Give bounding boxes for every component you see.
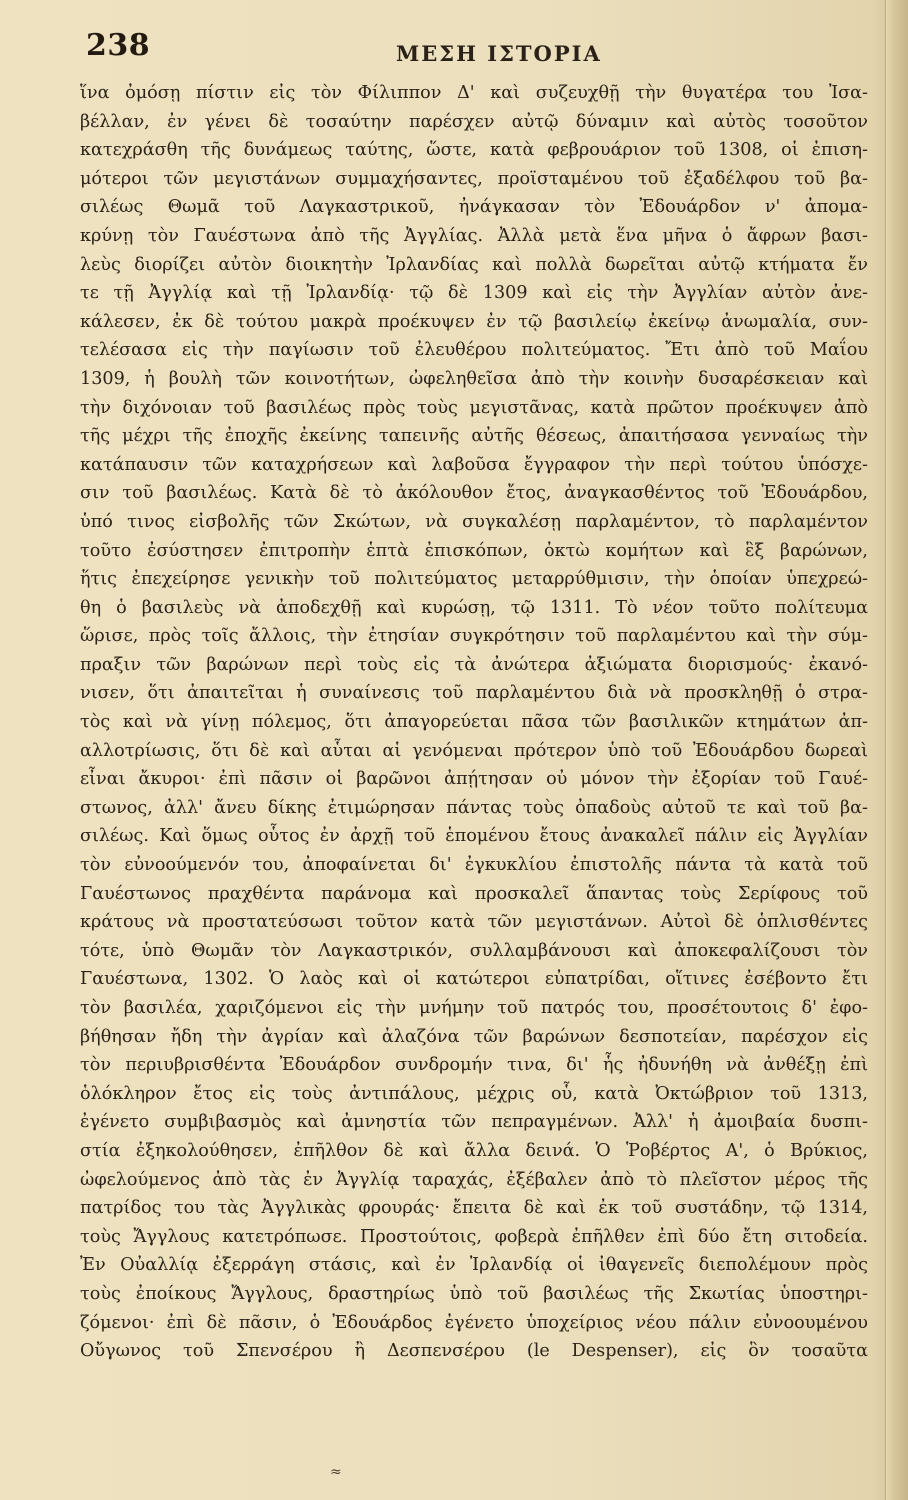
text-line: ὥρισε, πρὸς τοῖς ἄλλοις, τὴν ἐτησίαν συγκρότησιν τοῦ παρλαμέντου καὶ τὴν σύμ-	[80, 626, 868, 647]
text-line: Ἐν Οὐαλλίᾳ ἐξερράγη στάσις, καὶ ἐν Ἰρλανδίᾳ οἱ ἰθαγενεῖς διεπολέμουν πρὸς	[80, 1255, 868, 1276]
text-line: τὴν διχόνοιαν τοῦ βασιλέως πρὸς τοὺς μεγιστᾶνας, κατὰ πρῶτον προέκυψεν ἀπὸ	[80, 397, 868, 418]
text-line: τὸν βασιλέα, χαριζόμενοι εἰς τὴν μνήμην τοῦ πατρός του, προσέτουτοις δ' ἐφο-	[80, 998, 868, 1018]
page-header	[0, 28, 886, 68]
text-line: Γαυέστωνος πραχθέντα παράνομα καὶ προσκαλεῖ ἅπαντας τοὺς Σερίφους τοῦ	[80, 883, 868, 904]
text-line: πραξιν τῶν βαρώνων περὶ τοὺς εἰς τὰ ἀνώτερα ἀξιώματα διορισμούς· ἐκανό-	[80, 654, 868, 675]
text-line: θη ὁ βασιλεὺς νὰ ἀποδεχθῇ καὶ κυρώσῃ, τῷ 1311. Τὸ νέον τοῦτο πολίτευμα	[80, 597, 868, 618]
text-line: βέλλαν, ἐν γένει δὲ τοσαύτην παρέσχεν αὐτῷ δύναμιν καὶ αὐτὸς τοσοῦτον	[80, 111, 868, 132]
text-line: ἥτις ἐπεχείρησε γενικὴν τοῦ πολιτεύματος μεταρρύθμισιν, τὴν ὁποίαν ὑπεχρεώ-	[80, 569, 868, 590]
text-line: κατάπαυσιν τῶν καταχρήσεων καὶ λαβοῦσα ἔγγραφον τὴν περὶ τούτου ὑπόσχε-	[80, 454, 868, 475]
text-line: τὸν περιυβρισθέντα Ἐδουάρδον συνδρομήν τινα, δι' ἧς ἠδυνήθη νὰ ἀνθέξῃ ἐπὶ	[80, 1055, 868, 1076]
text-line: στία ἐξηκολούθησεν, ἐπῆλθον δὲ καὶ ἄλλα δεινά. Ὁ Ῥοβέρτος Α', ὁ Βρύκιος,	[80, 1140, 868, 1161]
body-text	[80, 79, 868, 1366]
text-line: ἐγένετο συμβιβασμὸς καὶ ἀμνηστία τῶν πεπραγμένων. Ἀλλ' ἡ ἀμοιβαία δυσπι-	[80, 1112, 868, 1133]
text-line: ὠφελούμενος ἀπὸ τὰς ἐν Ἀγγλίᾳ ταραχάς, ἐξέβαλεν ἀπὸ τὸ πλεῖστον μέρος τῆς	[80, 1169, 868, 1190]
text-line: στωνος, ἀλλ' ἄνευ δίκης ἐτιμώρησαν πάντας τοὺς ὀπαδοὺς αὐτοῦ τε καὶ τοῦ βα-	[80, 797, 868, 818]
running-title: ΜΕΣΗ ΙΣΤΟΡΙΑ	[396, 41, 602, 66]
text-line: αλλοτρίωσις, ὅτι δὲ καὶ αὗται αἱ γενόμεναι πρότερον ὑπὸ τοῦ Ἐδουάρδου δωρεαὶ	[80, 740, 868, 761]
text-line: τε τῇ Ἀγγλίᾳ καὶ τῇ Ἰρλανδίᾳ· τῷ δὲ 1309 καὶ εἰς τὴν Ἀγγλίαν αὐτὸν ἀνε-	[80, 283, 868, 304]
text-line: νισεν, ὅτι ἀπαιτεῖται ἡ συναίνεσις τοῦ παρλαμέντου διὰ νὰ προσκληθῇ ὁ στρα-	[80, 683, 868, 704]
text-line: κρύνῃ τὸν Γαυέστωνα ἀπὸ τῆς Ἀγγλίας. Ἀλλὰ μετὰ ἕνα μῆνα ὁ ἄφρων βασι-	[80, 225, 868, 246]
text-line: τὸν εὐνοούμενόν του, ἀποφαίνεται δι' ἐγκυκλίου ἐπιστολῆς πάντα τὰ κατὰ τοῦ	[80, 855, 868, 876]
footer-mark: ≈	[330, 1464, 343, 1480]
text-line: 1309, ἡ βουλὴ τῶν κοινοτήτων, ὠφεληθεῖσα ἀπὸ τὴν κοινὴν δυσαρέσκειαν καὶ	[80, 368, 868, 389]
text-line: σιν τοῦ βασιλέως. Κατὰ δὲ τὸ ἀκόλουθον ἔτος, ἀναγκασθέντος τοῦ Ἐδουάρδου,	[80, 483, 868, 504]
text-line: ὑπό τινος εἰσβολῆς τῶν Σκώτων, νὰ συγκαλέσῃ παρλαμέντον, τὸ παρλαμέντον	[80, 511, 868, 532]
text-line: μότεροι τῶν μεγιστάνων συμμαχήσαντες, προϊσταμένου τοῦ ἐξαδέλφου τοῦ βα-	[80, 168, 868, 189]
text-line: τότε, ὑπὸ Θωμᾶν τὸν Λαγκαστρικόν, συλλαμβάνουσι καὶ ἀποκεφαλίζουσι τὸν	[80, 940, 868, 961]
text-line: ὁλόκληρον ἔτος εἰς τοὺς ἀντιπάλους, μέχρις οὗ, κατὰ Ὀκτώβριον τοῦ 1313,	[80, 1083, 868, 1104]
text-line: κατεχράσθη τῆς δυνάμεως ταύτης, ὥστε, κατὰ φεβρουάριον τοῦ 1308, οἱ ἐπιση-	[80, 140, 868, 161]
text-line: τοὺς ἐποίκους Ἄγγλους, δραστηρίως ὑπὸ τοῦ βασιλέως τῆς Σκωτίας ὑποστηρι-	[80, 1283, 868, 1304]
text-line: τοὺς Ἄγγλους κατετρόπωσε. Προστούτοις, φοβερὰ ἐπῆλθεν ἐπὶ δύο ἔτη σιτοδεία.	[80, 1226, 868, 1247]
text-line: κάλεσεν, ἐκ δὲ τούτου μακρὰ προέκυψεν ἐν τῷ βασιλείῳ ἐκείνῳ ἀνωμαλία, συν-	[80, 311, 868, 332]
page-edge	[885, 0, 908, 1500]
text-line: τοῦτο ἐσύστησεν ἐπιτροπὴν ἑπτὰ ἐπισκόπων, ὀκτὼ κομήτων καὶ ἓξ βαρώνων,	[80, 540, 868, 561]
text-line: σιλέως Θωμᾶ τοῦ Λαγκαστρικοῦ, ἠνάγκασαν τὸν Ἐδουάρδον ν' ἀπομα-	[80, 197, 868, 218]
text-line: πατρίδος του τὰς Ἀγγλικὰς φρουράς· ἔπειτα δὲ καὶ ἐκ τοῦ συστάδην, τῷ 1314,	[80, 1198, 868, 1219]
text-line: Οὔγωνος τοῦ Σπενσέρου ἢ Δεσπενσέρου (le Despenser), εἰς ὃν τοσαῦτα	[80, 1341, 868, 1362]
text-line: εἶναι ἄκυροι· ἐπὶ πᾶσιν οἱ βαρῶνοι ἀπῄτησαν οὐ μόνον τὴν ἐξορίαν τοῦ Γαυέ-	[80, 769, 868, 790]
page-number: 238	[86, 28, 151, 63]
text-line: ζόμενοι· ἐπὶ δὲ πᾶσιν, ὁ Ἐδουάρδος ἐγένετο ὑποχείριος νέου πάλιν εὐνοουμένου	[80, 1312, 868, 1333]
text-line: τελέσασα εἰς τὴν παγίωσιν τοῦ ἐλευθέρου πολιτεύματος. Ἔτι ἀπὸ τοῦ Μαΐου	[80, 340, 868, 361]
text-line: Γαυέστωνα, 1302. Ὁ λαὸς καὶ οἱ κατώτεροι εὐπατρίδαι, οἵτινες ἐσέβοντο ἔτι	[80, 969, 868, 990]
text-line: ἵνα ὀμόσῃ πίστιν εἰς τὸν Φίλιππον Δ' καὶ συζευχθῇ τὴν θυγατέρα του Ἰσα-	[80, 83, 868, 103]
text-line: τῆς μέχρι τῆς ἐποχῆς ἐκείνης ταπεινῆς αὐτῆς θέσεως, ἀπαιτήσασα γενναίως τὴν	[80, 426, 868, 447]
text-line: τὸς καὶ νὰ γίνῃ πόλεμος, ὅτι ἀπαγορεύεται πᾶσα τῶν βασιλικῶν κτημάτων ἀπ-	[80, 712, 868, 733]
text-line: σιλέως. Καὶ ὅμως οὗτος ἐν ἀρχῇ τοῦ ἑπομένου ἔτους ἀνακαλεῖ πάλιν εἰς Ἀγγλίαν	[80, 826, 868, 847]
text-line: λεὺς διορίζει αὐτὸν διοικητὴν Ἰρλανδίας καὶ πολλὰ δωρεῖται αὐτῷ κτήματα ἔν	[80, 254, 868, 275]
text-line: κράτους νὰ προστατεύσωσι τοῦτον κατὰ τῶν μεγιστάνων. Αὐτοὶ δὲ ὁπλισθέντες	[80, 912, 868, 933]
text-line: βήθησαν ἤδη τὴν ἀγρίαν καὶ ἀλαζόνα τῶν βαρώνων δεσποτείαν, παρέσχον εἰς	[80, 1026, 868, 1047]
